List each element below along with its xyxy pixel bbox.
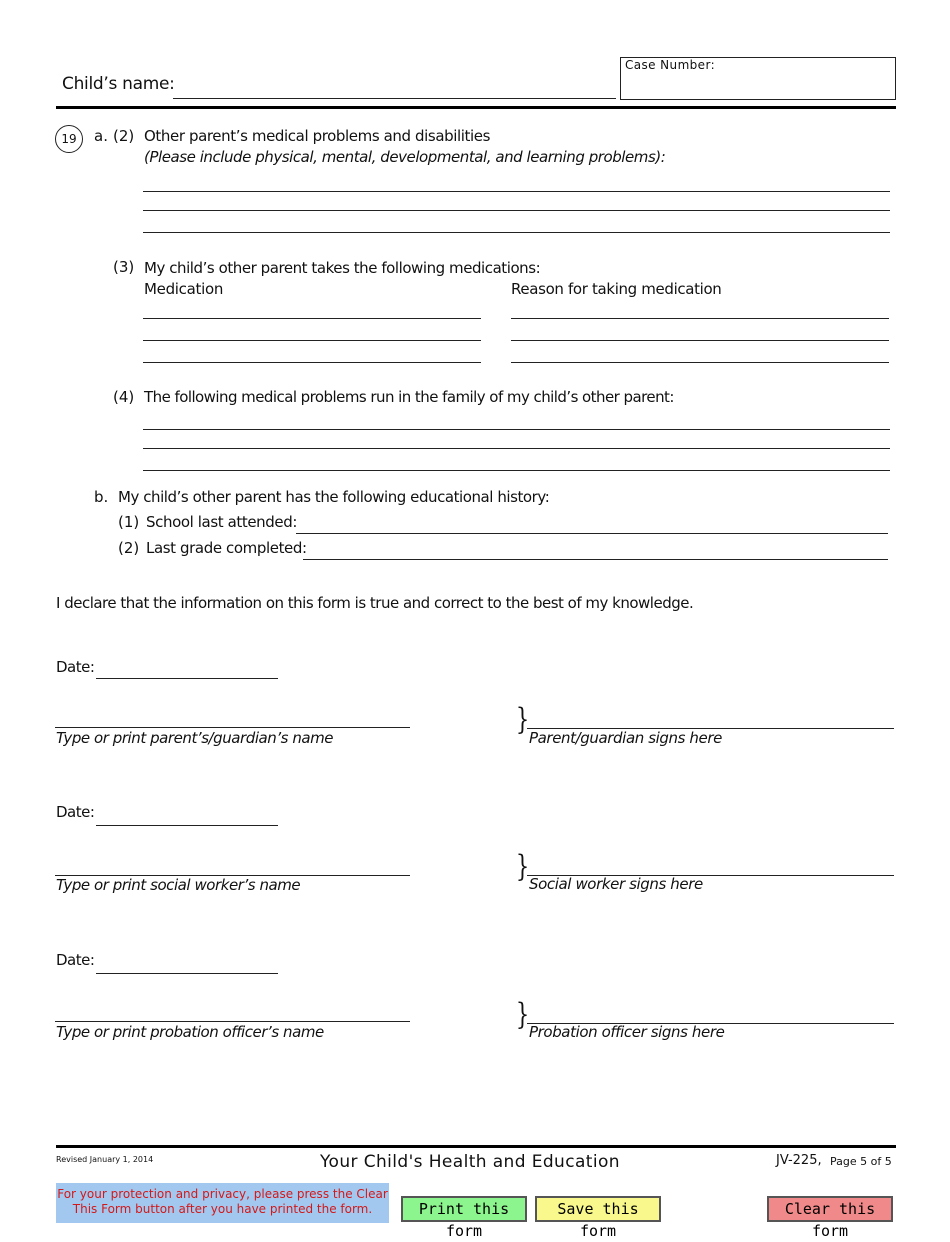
school-label: School last attended:: [146, 513, 298, 531]
item-a2-number: (2): [113, 127, 135, 145]
item-b1-number: (1): [118, 513, 140, 531]
brace-parent: }: [515, 702, 530, 737]
privacy-note: [56, 1183, 389, 1223]
case-number-input[interactable]: [624, 75, 892, 97]
social-worker-name-input[interactable]: [55, 854, 410, 876]
medication-line-1[interactable]: [143, 297, 481, 319]
school-input[interactable]: [296, 512, 888, 534]
reason-line-2[interactable]: [511, 319, 889, 341]
print-button[interactable]: Print this form: [401, 1196, 527, 1222]
item-b-letter: b.: [94, 488, 109, 506]
item-a4-number: (4): [113, 388, 135, 406]
grade-label: Last grade completed:: [146, 539, 307, 557]
brace-social-worker: }: [515, 849, 530, 884]
save-button[interactable]: Save this form: [535, 1196, 661, 1222]
date-input-social-worker[interactable]: [96, 804, 278, 826]
probation-officer-signature-caption: Probation officer signs here: [529, 1023, 725, 1041]
item-b-title: My child’s other parent has the following educational history:: [118, 488, 550, 506]
item-number: 19: [61, 132, 77, 146]
form-id: JV-225,: [776, 1153, 822, 1168]
item-number-circle: [55, 125, 83, 153]
clear-button[interactable]: Clear this form: [767, 1196, 893, 1222]
date-label-probation-officer: Date:: [56, 951, 95, 969]
item-b2-number: (2): [118, 539, 140, 557]
item-a3-title: My child’s other parent takes the following medications:: [144, 259, 541, 277]
revised-date: Revised January 1, 2014: [56, 1155, 154, 1164]
parent-signature-caption: Parent/guardian signs here: [529, 729, 722, 747]
reason-line-3[interactable]: [511, 341, 889, 363]
medication-column-header: Medication: [144, 280, 224, 298]
medication-line-3[interactable]: [143, 341, 481, 363]
reason-line-1[interactable]: [511, 297, 889, 319]
page-number: Page 5 of 5: [830, 1155, 892, 1168]
medical-problems-line-3[interactable]: [143, 211, 890, 233]
childs-name-input[interactable]: [173, 77, 616, 99]
medical-problems-line-2[interactable]: [143, 189, 890, 211]
probation-officer-name-input[interactable]: [55, 1000, 410, 1022]
parent-name-caption: Type or print parent’s/guardian’s name: [56, 729, 334, 747]
privacy-note-line-2: This Form button after you have printed the form.: [72, 1202, 373, 1216]
social-worker-signature-caption: Social worker signs here: [529, 875, 703, 893]
family-problems-line-2[interactable]: [143, 427, 890, 449]
medication-line-2[interactable]: [143, 319, 481, 341]
form-title: Your Child's Health and Education: [320, 1152, 620, 1172]
social-worker-name-caption: Type or print social worker’s name: [56, 876, 301, 894]
declaration-text: I declare that the information on this form is true and correct to the best of my knowledge.: [56, 594, 694, 612]
reason-column-header: Reason for taking medication: [511, 280, 722, 298]
date-label-parent: Date:: [56, 658, 95, 676]
family-problems-line-3[interactable]: [143, 449, 890, 471]
item-a4-title: The following medical problems run in the family of my child’s other parent:: [144, 388, 674, 406]
footer-rule: [56, 1145, 896, 1148]
date-input-parent[interactable]: [96, 657, 278, 679]
item-a-letter: a.: [94, 127, 108, 145]
childs-name-label: Child’s name:: [62, 74, 175, 94]
parent-name-input[interactable]: [55, 706, 410, 728]
item-a3-number: (3): [113, 258, 135, 276]
grade-input[interactable]: [303, 538, 888, 560]
privacy-note-line-1: For your protection and privacy, please press the Clear: [57, 1187, 388, 1201]
header-rule: [56, 106, 896, 109]
item-a2-subtitle: (Please include physical, mental, developmental, and learning problems):: [144, 148, 666, 166]
case-number-box[interactable]: [620, 57, 896, 100]
date-input-probation-officer[interactable]: [96, 952, 278, 974]
probation-officer-name-caption: Type or print probation officer’s name: [56, 1023, 324, 1041]
item-a2-title: Other parent’s medical problems and disabilities: [144, 127, 491, 145]
brace-probation-officer: }: [515, 997, 530, 1032]
date-label-social-worker: Date:: [56, 803, 95, 821]
case-number-label: Case Number:: [625, 58, 716, 72]
